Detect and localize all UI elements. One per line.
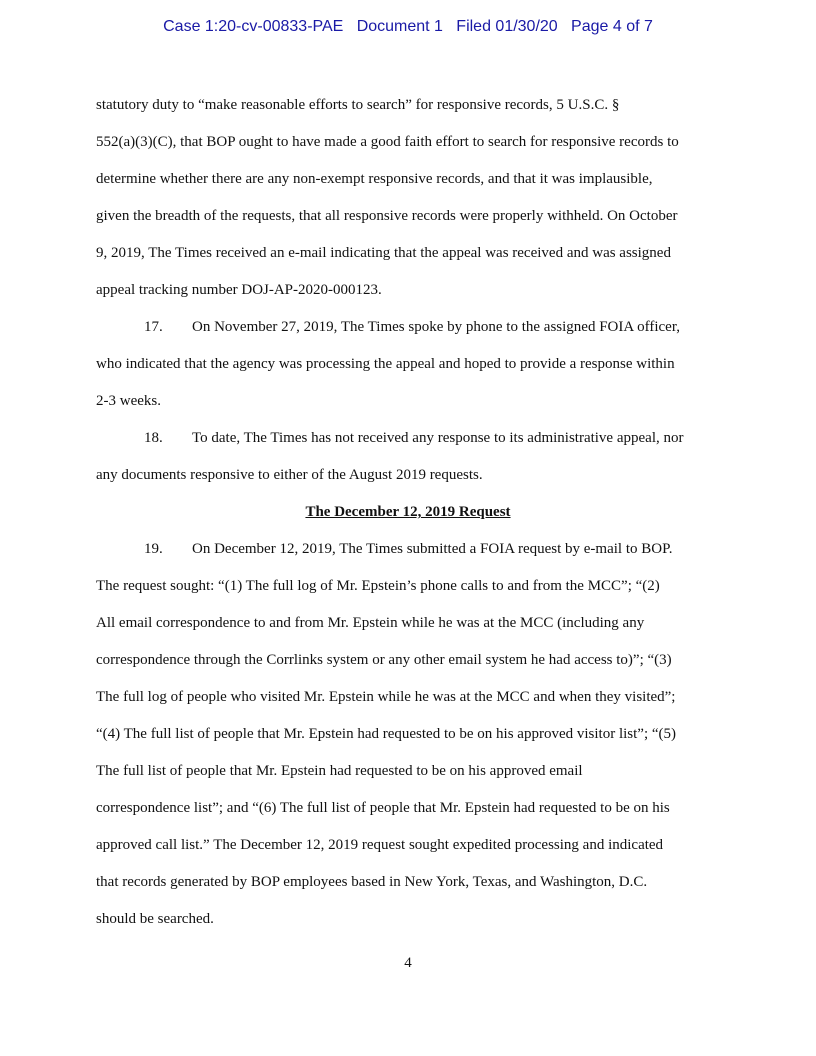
paragraph-text: On December 12, 2019, The Times submitted a FOIA request by e-mail to BOP. xyxy=(192,541,673,557)
text-line: 9, 2019, The Times received an e-mail indicating that the appeal was received and was assigned xyxy=(96,245,671,261)
text-line: The request sought: “(1) The full log of Mr. Epstein’s phone calls to and from the MCC”; “(2) xyxy=(96,578,660,594)
paragraph-17-first-line xyxy=(96,316,720,353)
case-header: Case 1:20-cv-00833-PAE Document 1 Filed 01/30/20 Page 4 of 7 xyxy=(163,18,653,35)
paragraph-number: 18. xyxy=(144,430,163,446)
text-line: determine whether there are any non-exempt responsive records, and that it was implausible, xyxy=(96,171,653,187)
text-line: that records generated by BOP employees based in New York, Texas, and Washington, D.C. xyxy=(96,874,648,890)
paragraph-text: To date, The Times has not received any response to its administrative appeal, nor xyxy=(192,430,684,446)
paragraph-number: 17. xyxy=(144,319,163,335)
text-line: 552(a)(3)(C), that BOP ought to have made a good faith effort to search for responsive records to xyxy=(96,134,679,150)
paragraph-19-first-line xyxy=(96,538,720,575)
text-line: “(4) The full list of people that Mr. Epstein had requested to be on his approved visitor list”; “(5) xyxy=(96,726,677,742)
paragraph-number: 19. xyxy=(144,541,163,557)
page-number: 4 xyxy=(404,955,412,971)
text-line: approved call list.” The December 12, 2019 request sought expedited processing and indicated xyxy=(96,837,664,853)
text-line: correspondence list”; and “(6) The full list of people that Mr. Epstein had requested to be on his xyxy=(96,800,670,816)
text-line: The full log of people who visited Mr. Epstein while he was at the MCC and when they visited”; xyxy=(96,689,676,705)
text-line: given the breadth of the requests, that all responsive records were properly withheld. On October xyxy=(96,208,678,224)
paragraph-text: On November 27, 2019, The Times spoke by phone to the assigned FOIA officer, xyxy=(192,319,680,335)
text-line: statutory duty to “make reasonable efforts to search” for responsive records, 5 U.S.C. § xyxy=(96,97,620,113)
document-body xyxy=(96,94,720,945)
text-line: any documents responsive to either of the August 2019 requests. xyxy=(96,467,483,483)
text-line: appeal tracking number DOJ-AP-2020-000123. xyxy=(96,282,382,298)
text-line: 2-3 weeks. xyxy=(96,393,161,409)
text-line: should be searched. xyxy=(96,911,214,927)
paragraph-18-first-line xyxy=(96,427,720,464)
text-line: The full list of people that Mr. Epstein had requested to be on his approved email xyxy=(96,763,583,779)
text-line: correspondence through the Corrlinks system or any other email system he had access to)”; “(3) xyxy=(96,652,672,668)
text-line: who indicated that the agency was processing the appeal and hoped to provide a response within xyxy=(96,356,675,372)
section-heading: The December 12, 2019 Request xyxy=(305,504,511,520)
text-line: All email correspondence to and from Mr. Epstein while he was at the MCC (including any xyxy=(96,615,645,631)
